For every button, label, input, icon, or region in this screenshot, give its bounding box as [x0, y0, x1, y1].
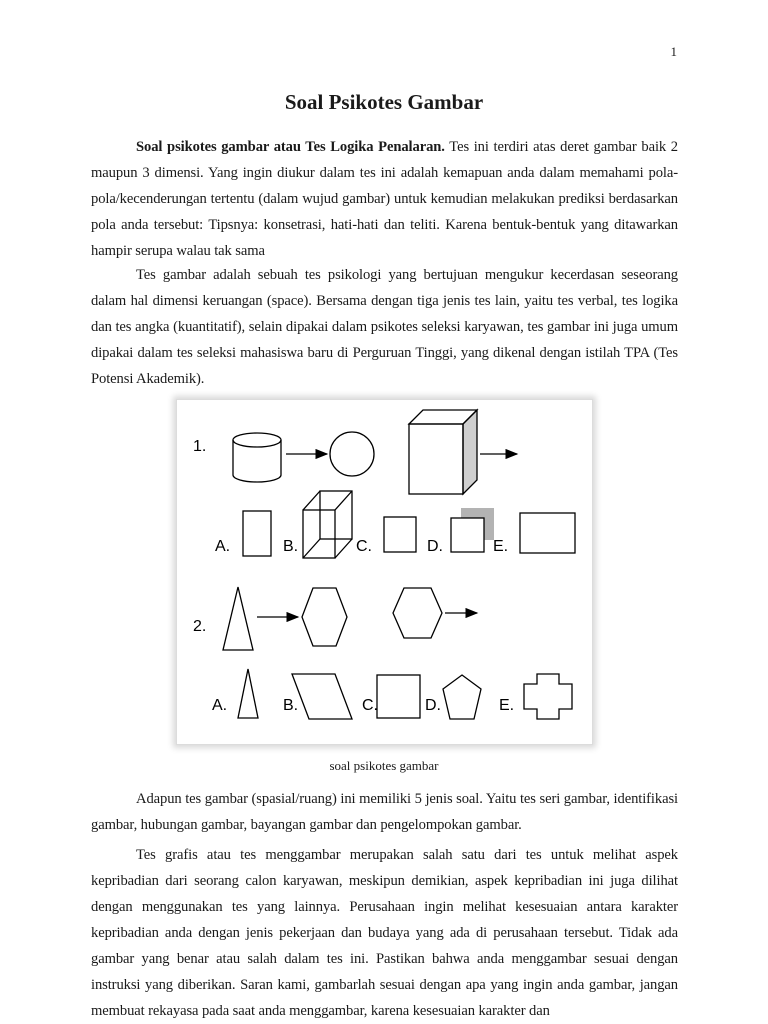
- q2-option-c-square: [377, 675, 420, 718]
- q2-option-d-pentagon: [443, 675, 481, 719]
- hexagon-shape: [302, 588, 347, 646]
- q1-option-d-label: D.: [427, 538, 443, 555]
- q1-option-d-square-with-shadow: [451, 508, 494, 552]
- q1-option-e-label: E.: [493, 538, 509, 555]
- q1-option-c-label: C.: [356, 538, 372, 555]
- q1-option-a-tall-rectangle: [243, 511, 271, 556]
- paragraph-graphic-test: Tes grafis atau tes menggambar merupakan salah satu dari tes untuk melihat aspek kepribadian dari seorang calon karyawan, meskipun demikian, aspek kepribadian ini juga dilihat dengan menggunakan tes yang lainnya. Perusahaan ingin melihat kesesuaian antara karakter kepribadian anda dengan jenis pekerjaan dan budaya yang ada di perusahaan tersebut. Tidak ada gambar yang benar atau salah dalam tes ini. Pastikan bahwa anda menggambar sesuai dengan instruksi yang diberikan. Saran kami, gambarlah sesuai dengan apa yang ingin anda gambar, jangan membuat rekayasa pada saat anda menggambar, karena kesesuaian karakter dan: [91, 847, 678, 1019]
- cylinder-shape: [233, 433, 281, 482]
- q2-option-d-label: D.: [425, 697, 441, 714]
- q2-option-c-label: C.: [362, 697, 378, 714]
- q2-option-e-cross-shape: [524, 674, 572, 719]
- q1-option-e-large-square: [520, 513, 575, 553]
- q1-option-c-square: [384, 517, 416, 552]
- figure-drawing: [177, 400, 592, 744]
- question-2-number: 2.: [193, 618, 207, 635]
- question-1-number: 1.: [193, 438, 207, 455]
- q2-option-b-label: B.: [283, 697, 299, 714]
- q2-option-a-thin-triangle: [238, 669, 258, 718]
- paragraph-definition: Tes gambar adalah sebuah tes psikologi yang bertujuan mengukur kecerdasan seseorang dalam hal dimensi keruangan (space). Bersama dengan tiga jenis tes lain, yaitu tes verbal, tes logika dan tes angka (kuantitatif), selain dipakai dalam psikotes seleksi karyawan, tes gambar ini juga umum dipakai dalam tes seleksi mahasiswa baru di Perguruan Tinggi, yang dikenal dengan istilah TPA (Tes Potensi Akademik).: [91, 267, 678, 387]
- paragraph-types: Adapun tes gambar (spasial/ruang) ini memiliki 5 jenis soal. Yaitu tes seri gambar, identifikasi gambar, hubungan gambar, bayangan gambar dan pengelompokan gambar.: [91, 791, 678, 833]
- paragraph-intro: [91, 134, 678, 264]
- figure-caption: soal psikotes gambar: [329, 758, 439, 773]
- q2-option-b-parallelogram: [292, 674, 352, 719]
- q1-option-a-label: A.: [215, 538, 231, 555]
- triangle-shape: [223, 587, 253, 650]
- cube-shape: [409, 410, 477, 494]
- paragraph-intro-text: Tes ini terdiri atas deret gambar baik 2 maupun 3 dimensi. Yang ingin diukur dalam tes ini adalah kemapuan anda dalam memahami pola-pola/kecenderungan tertentu (dalam wujud gambar) untuk kemudian melakukan prediksi berdasarkan pola anda tersebut: Tipsnya: konsetrasi, hati-hati dan teliti. Karena bentuk-bentuk yang ditawarkan hampir serupa walau tak sama: [91, 139, 678, 259]
- circle-shape: [330, 432, 374, 476]
- paragraph-lead-bold: Soal psikotes gambar atau Tes Logika Penalaran.: [136, 139, 445, 155]
- page-number: 1: [670, 44, 677, 59]
- q2-option-e-label: E.: [499, 697, 515, 714]
- psikotes-figure: [176, 399, 593, 745]
- q2-option-a-label: A.: [212, 697, 228, 714]
- q1-option-b-wireframe-box: [303, 491, 352, 558]
- document-title: Soal Psikotes Gambar: [284, 90, 484, 114]
- q1-option-b-label: B.: [283, 538, 299, 555]
- hexagon-shape: [393, 588, 442, 638]
